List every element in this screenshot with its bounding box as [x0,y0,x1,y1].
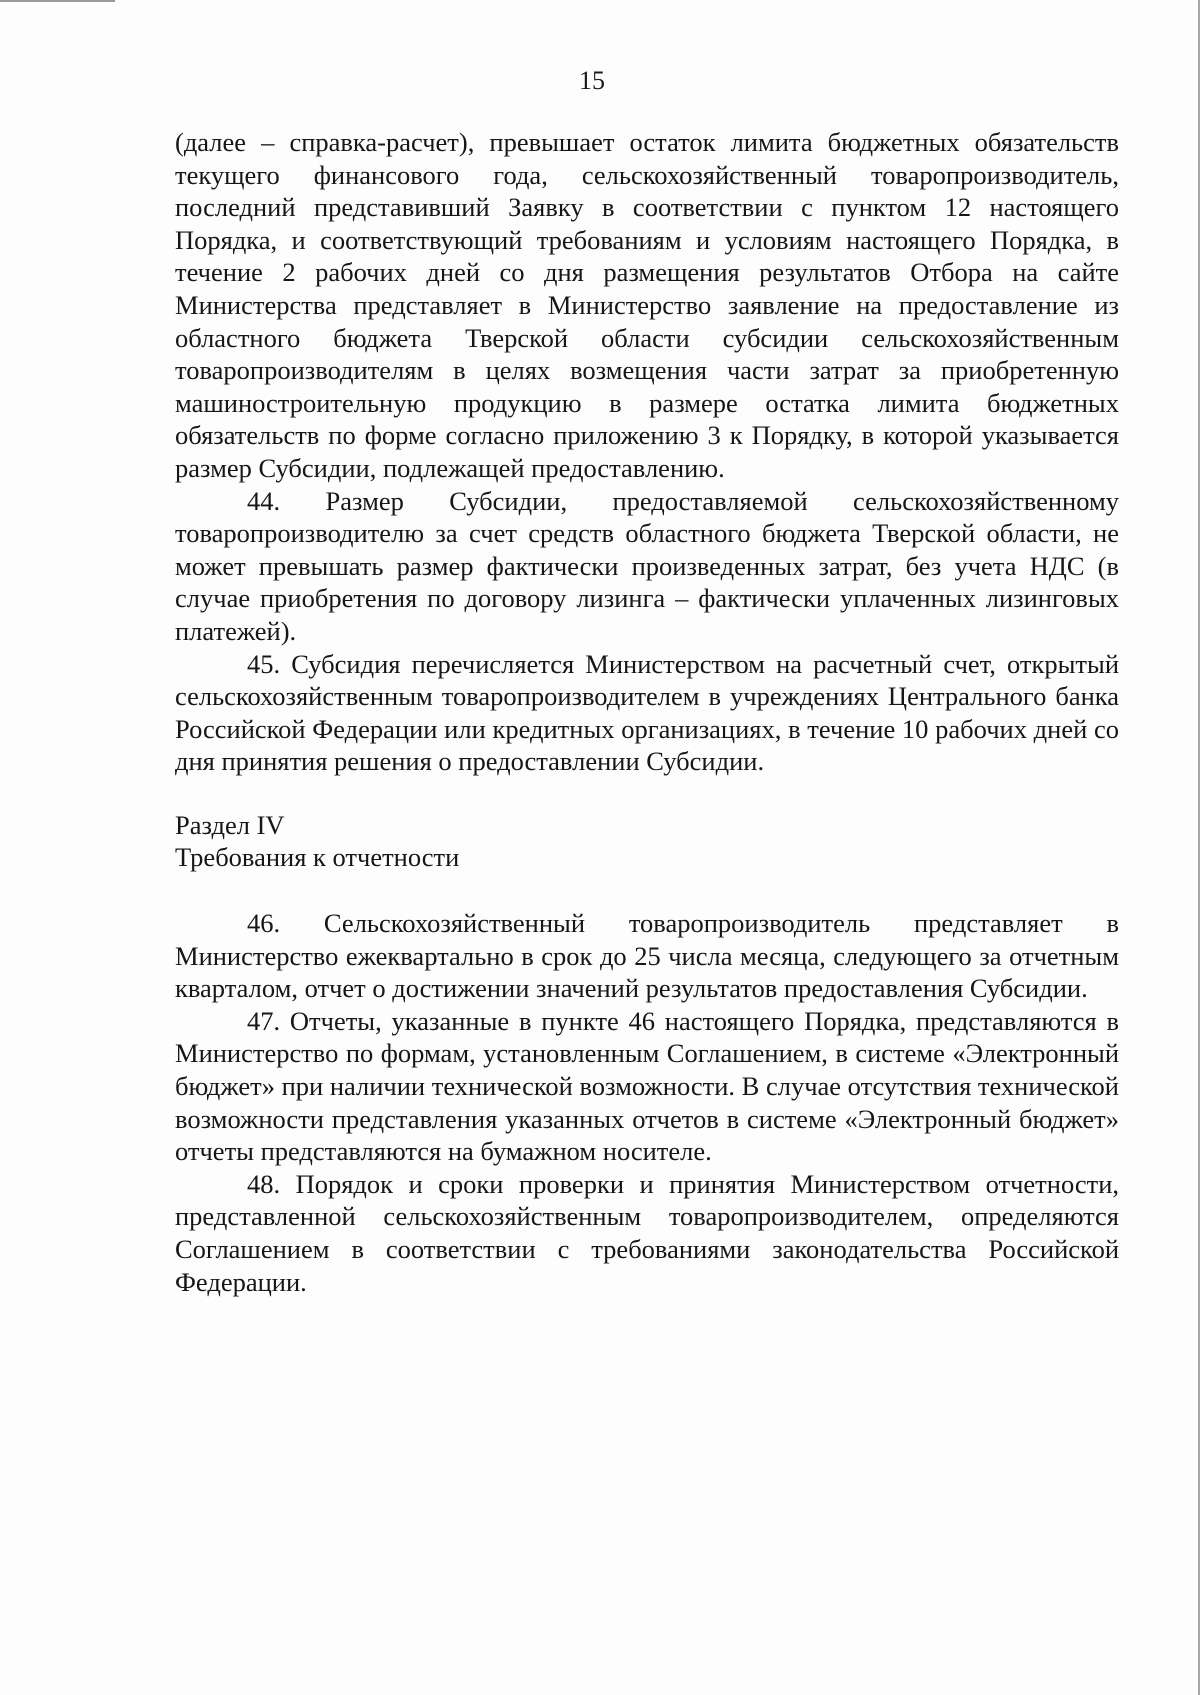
document-body [175,126,1119,1298]
paragraph-44: 44. Размер Субсидии, предоставляемой сельскохозяйственному товаропроизводителю за счет средств областного бюджета Тверской области, не может превышать размер фактически произведенных затрат, без учета НДС (в случае приобретения по договору лизинга – фактически уплаченных лизинговых платежей). [175,485,1119,646]
paragraph-46: 46. Сельскохозяйственный товаропроизводитель представляет в Министерство ежеквартально в срок до 25 числа месяца, следующего за отчетным кварталом, отчет о достижении значений результатов предоставления Субсидии. [175,908,1119,1004]
paragraph-47: 47. Отчеты, указанные в пункте 46 настоящего Порядка, представляются в Министерство по формам, установленным Соглашением, в системе «Электронный бюджет» при наличии технической возможности. В случае отсутствия технической возможности представления указанных отчетов в системе «Электронный бюджет» отчеты представляются на бумажном носителе. [175,1005,1119,1167]
paragraph-48: 48. Порядок и сроки проверки и принятия Министерством отчетности, представленной сельскохозяйственным товаропроизводителем, определяются Соглашением в соответствии с требованиями законодательства Российской Федерации. [175,1168,1119,1297]
section-title: Требования к отчетности [175,842,460,873]
section-heading [175,809,1119,874]
page-number: 15 [579,66,605,95]
paragraph-continuation: (далее – справка-расчет), превышает остаток лимита бюджетных обязательств текущего финансового года, сельскохозяйственный товаропроизводитель, последний представивший Заявку в соответствии с пунктом 12 настоящего Порядка, и соответствующий требованиям и условиям настоящего Порядка, в течение 2 рабочих дней со дня размещения результатов Отбора на сайте Министерства представляет в Министерство заявление на предоставление из областного бюджета Тверской области субсидии сельскохозяйственным товаропроизводителям в целях возмещения части затрат за приобретенную машиностроительную продукцию в размере остатка лимита бюджетных обязательств по форме согласно приложению 3 к Порядку, в которой указывается размер Субсидии, подлежащей предоставлению. [175,127,1119,483]
scan-edge-top [0,0,115,2]
section-label: Раздел IV [175,809,285,840]
paragraph-45: 45. Субсидия перечисляется Министерством на расчетный счет, открытый сельскохозяйственным товаропроизводителем в учреждениях Центрального банка Российской Федерации или кредитных организациях, в течение 10 рабочих дней со дня принятия решения о предоставлении Субсидии. [175,648,1119,777]
